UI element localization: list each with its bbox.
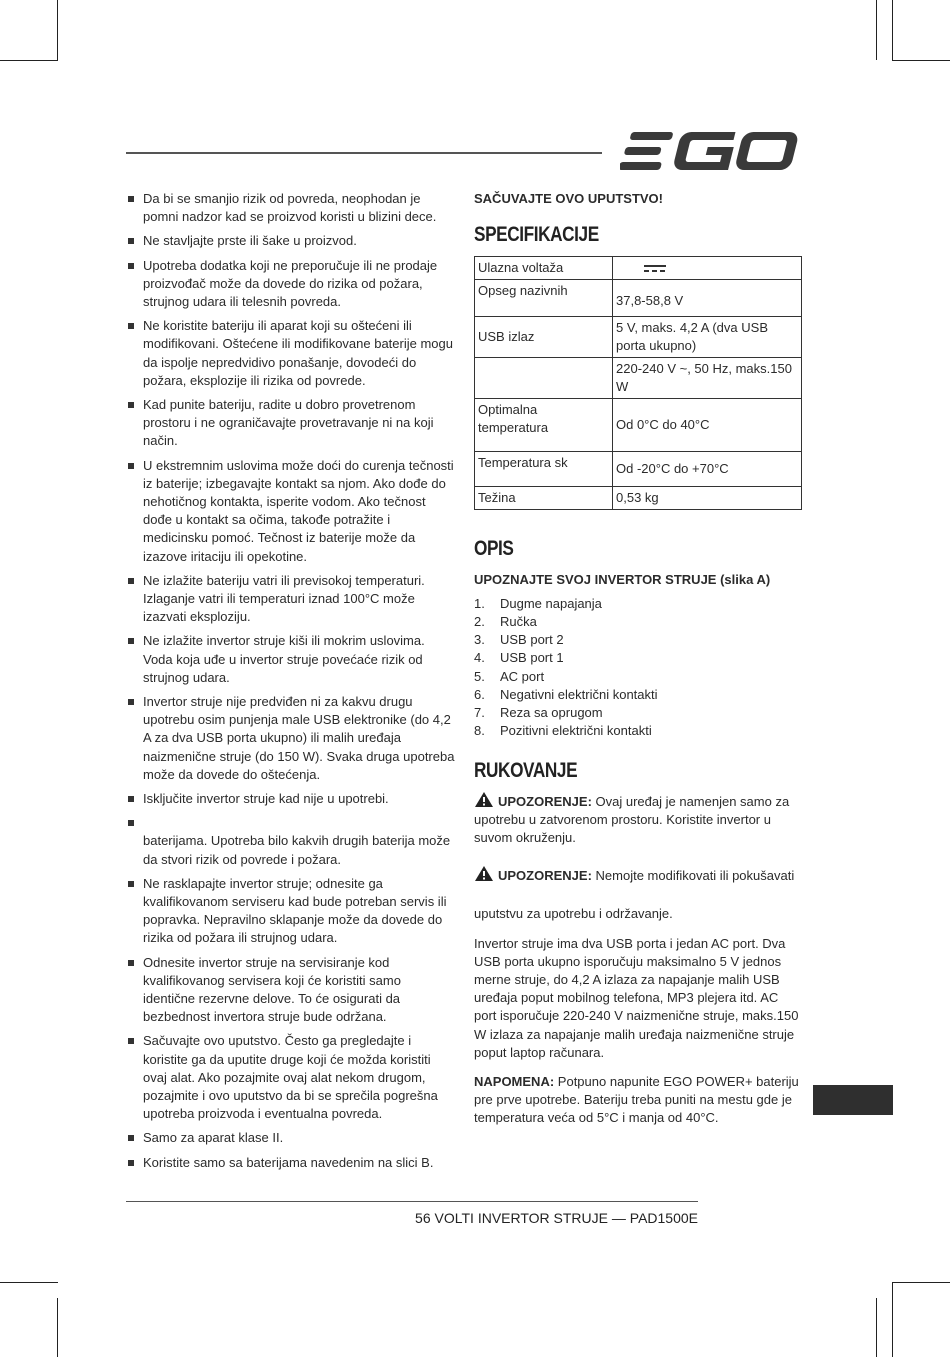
spec-label: USB izlaz (475, 317, 613, 358)
dc-symbol-icon (644, 265, 666, 275)
footer-rule (126, 1201, 698, 1202)
bullet-icon (128, 960, 134, 966)
list-item-text: Isključite invertor struje kad nije u upotrebi. (143, 791, 389, 807)
list-item-text: Odnesite invertor struje na servisiranje kod kvalifikovanog servisera koji će koristiti samo identične rezervne delove. To će osigurati da bezbednost invertora struje bude održana. (143, 954, 401, 1025)
bullet-icon (128, 881, 134, 887)
header-rule (126, 152, 602, 154)
bullet-icon (128, 263, 134, 269)
list-item: 8. Pozitivni električni kontakti (474, 723, 652, 739)
spec-label: Težina (475, 487, 613, 510)
spec-value: 5 V, maks. 4,2 A (dva USB porta ukupno) (613, 317, 802, 358)
table-row (475, 399, 802, 452)
list-item (126, 190, 456, 226)
list-item (126, 257, 456, 312)
list-item-text: Upotreba dodatka koji ne preporučuje ili ne prodaje proizvođač može da dovede do rizika od požara, strujnog udara ili telesnih povreda. (143, 257, 438, 310)
list-item: 4. USB port 1 (474, 650, 564, 666)
right-column (474, 190, 804, 1128)
list-item (126, 317, 456, 390)
list-item (126, 232, 456, 250)
bullet-icon (128, 699, 134, 705)
bullet-icon (128, 402, 134, 408)
warning-icon (474, 865, 494, 882)
list-item-text: Ne rasklapajte invertor struje; odnesite ga kvalifikovanom serviseru kad bude potreban servis ili popravka. Nepravilno sklapanje može da dovede do rizika od požara ili strujnog udara. (143, 875, 447, 946)
list-item-text: Ne izlažite bateriju vatri ili previsokoj temperaturi. Izlaganje vatri ili temperaturi iznad 100°C može izazvati eksploziju. (143, 572, 425, 625)
list-item (126, 396, 456, 451)
spec-label: Temperatura sk (475, 452, 613, 487)
crop-mark (0, 60, 58, 61)
opis-subtitle: UPOZNAJTE SVOJ INVERTOR STRUJE (slika A) (474, 571, 771, 587)
list-item (126, 790, 456, 808)
bullet-icon (128, 820, 134, 826)
table-row (475, 280, 802, 317)
opis-title: OPIS (474, 537, 514, 561)
list-item (126, 954, 456, 1027)
language-tab (813, 1085, 893, 1115)
table-row (475, 487, 802, 510)
list-item: 1. Dugme napajanja (474, 595, 602, 611)
crop-mark (57, 1298, 58, 1357)
list-item-text: U ekstremnim uslovima može doći do curenja tečnosti iz baterije; izbegavajte kontakt sa njom. Ako dođe do nehotičnog kontakta, isperite vodom. Ako tečnost dođe u kontakt sa očima, takođe potražite i medicinsku pomoć. Tečnost iz baterije može da izazove iritaciju ili opekotine. (143, 457, 454, 564)
bullet-icon (128, 1038, 134, 1044)
bullet-icon (128, 638, 134, 644)
table-row (475, 452, 802, 487)
list-item-text: Invertor struje nije predviđen ni za kakvu drugu upotrebu osim punjenja male USB elektronike (do 4,2 A za dva USB porta ukupno) ili malih uređaja naizmenične struje (do 150 W). Svaka druga upotreba može da dovede do oštećenja. (143, 694, 455, 782)
list-item (126, 693, 456, 784)
table-row (475, 358, 802, 399)
crop-mark (876, 0, 877, 60)
crop-mark (0, 1282, 58, 1283)
crop-mark (892, 0, 893, 60)
spec-label: Opseg nazivnih (475, 280, 613, 317)
safety-list (126, 190, 456, 1172)
spec-value: 0,53 kg (613, 487, 802, 510)
inverter-description: Invertor struje ima dva USB porta i jedan AC port. Dva USB porta ukupno isporučuju maksimalno 5 V jednos merne struje, do 4,2 A izlaza za napajanje malih USB uređaja poput mobilnog telefona, MP3 plejera itd. AC port isporučuje 220-240 V naizmenične struje, maks.150 W izlaza za napajanje malih uređaja naizmenične struje poput laptop računara. (474, 935, 799, 1060)
spec-value: 37,8-58,8 V (613, 280, 802, 317)
table-row (475, 317, 802, 358)
spec-table (474, 256, 802, 510)
list-item-text: Koristite samo sa baterijama navedenim na slici B. (143, 1154, 434, 1170)
spec-value: Od -20°C do +70°C (613, 452, 802, 487)
bullet-icon (128, 578, 134, 584)
list-item (126, 572, 456, 627)
list-item: 5. AC port (474, 668, 545, 684)
list-item-text: Ne stavljajte prste ili šake u proizvod. (143, 233, 357, 249)
list-item: 7. Reza sa oprugom (474, 705, 603, 721)
list-item-text: Kad punite bateriju, radite u dobro provetrenom prostoru i ne ograničavajte provetravanje ni na koji način. (143, 397, 434, 449)
bullet-icon (128, 323, 134, 329)
bullet-icon (128, 796, 134, 802)
list-item-text: Ne izlažite invertor struje kiši ili mokrim uslovima. Voda koja uđe u invertor struje povećaće rizik od strujnog udara. (143, 633, 425, 685)
list-item (126, 632, 456, 687)
table-row (475, 257, 802, 280)
list-item: 3. USB port 2 (474, 632, 564, 648)
bullet-icon (128, 1160, 134, 1166)
list-item-text: Sačuvajte ovo uputstvo. Često ga pregledajte i koristite ga da uputite druge koji će možda koristiti ovaj alat. Ako pozajmite ovaj alat nekom drugom, pozajmite i ovo uputstvo da bi se sprečila pogrešna upotreba proizvoda i eventualna povreda. (143, 1033, 438, 1122)
note: NAPOMENA: Potpuno napunite EGO POWER+ bateriju pre prve upotrebe. Bateriju treba puniti na mestu gde je temperatura veća od 5°C i manja od 40°C. (474, 1074, 799, 1126)
list-item (126, 457, 456, 566)
crop-mark (57, 0, 58, 60)
ego-logo (620, 130, 800, 172)
bullet-icon (128, 463, 134, 469)
spec-value: Od 0°C do 40°C (613, 399, 802, 452)
bullet-icon (128, 196, 134, 202)
page-footer: 56 VOLTI INVERTOR STRUJE — PAD1500E (415, 1210, 698, 1226)
warning-modify: UPOZORENJE: Nemojte modifikovati ili pokušavati (474, 865, 804, 885)
list-item-text: Da bi se smanjio rizik od povreda, neophodan je pomni nadzor kad se proizvod koristi u blizini dece. (143, 191, 437, 225)
list-item (126, 875, 456, 948)
list-item (126, 814, 456, 868)
crop-mark (892, 1282, 950, 1283)
spec-title: SPECIFIKACIJE (474, 223, 599, 247)
spec-label: Ulazna voltaža (475, 257, 613, 280)
parts-list (474, 595, 804, 741)
spec-value: 220-240 V ~, 50 Hz, maks.150 W (613, 358, 802, 399)
crop-mark (876, 1298, 877, 1357)
bullet-icon (128, 238, 134, 244)
warning-modify-continued: uputstvu za upotrebu i održavanje. (474, 906, 673, 922)
bullet-icon (128, 1135, 134, 1141)
list-item: 6. Negativni električni kontakti (474, 686, 658, 702)
spec-label (475, 358, 613, 399)
list-item-text: baterijama. Upotreba bilo kakvih drugih baterija može da stvori rizik od povrede i požara. (143, 833, 451, 867)
warning-indoor: UPOZORENJE: Ovaj uređaj je namenjen samo za upotrebu u zatvorenom prostoru. Koristite invertor u suvom okruženju. (474, 791, 804, 848)
safety-instructions (126, 190, 456, 1178)
crop-mark (892, 60, 950, 61)
warning-icon (474, 791, 494, 808)
rukovanje-title: RUKOVANJE (474, 759, 578, 783)
save-instructions-title: SAČUVAJTE OVO UPUTSTVO! (474, 191, 664, 206)
list-item: 2. Ručka (474, 614, 537, 630)
list-item-text: Ne koristite bateriju ili aparat koji su oštećeni ili modifikovani. Oštećene ili modifikovane baterije mogu da ispolje nepredvidivo ponašanje, dovodeći do požara, eksplozije ili rizika od povrede. (143, 318, 453, 388)
list-item (126, 1154, 456, 1172)
crop-mark (892, 1282, 893, 1357)
list-item (126, 1129, 456, 1147)
list-item (126, 1032, 456, 1123)
list-item-text: Samo za aparat klase II. (143, 1130, 284, 1146)
spec-label: Optimalna temperatura (475, 399, 613, 452)
spec-value (613, 257, 802, 280)
